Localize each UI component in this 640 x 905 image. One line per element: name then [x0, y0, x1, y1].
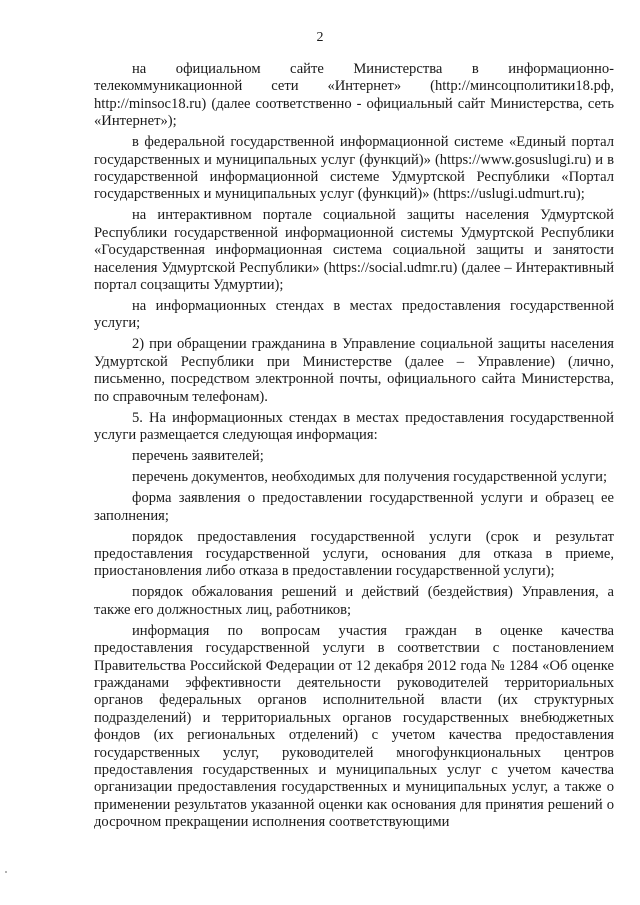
- paragraph-documents-list: перечень документов, необходимых для получения государственной услуги;: [132, 469, 608, 486]
- paragraph-section-5: 5. На информационных стендах в местах предоставления государственной услуги размещается следующая информация:: [94, 409, 614, 444]
- paragraph-application-form: форма заявления о предоставлении государственной услуги и образец ее заполнения;: [94, 490, 614, 524]
- document-body: [94, 61, 614, 835]
- paragraph-citizen-request: 2) при обращении гражданина в Управление социальной защиты населения Удмуртской Республики при Министерстве (далее – Управление) (лично, письменно, посредством электронной почты, официального сайта Министерства, по справочным телефонам).: [94, 336, 614, 405]
- paragraph-social-portal: на интерактивном портале социальной защиты населения Удмуртской Республики государственной информационной системы Удмуртской Республики «Государственная информационная система социальной защиты и занятости населения Удмуртской Республики» (https://social.udmr.ru) (далее – Интерактивный портал соцзащиты Удмуртии);: [94, 207, 614, 294]
- paragraph-applicants-list: перечень заявителей;: [132, 448, 264, 465]
- paragraph-service-procedure: порядок предоставления государственной услуги (срок и результат предоставления государственной услуги, основания для отказа в приеме, приостановления либо отказа в предоставлении государственной услуги);: [94, 528, 614, 580]
- scan-speck: [5, 871, 7, 873]
- paragraph-info-stands: на информационных стендах в местах предоставления государственной услуги;: [94, 298, 614, 332]
- paragraph-gosuslugi-portal: в федеральной государственной информационной системе «Единый портал государственных и муниципальных услуг (функций)» (https://www.gosuslugi.ru) и в государственной информационной системе Удмуртской Республики «Портал государственных и муниципальных услуг (функций)» (https://uslugi.udmurt.ru);: [94, 134, 614, 203]
- page-number: 2: [316, 30, 324, 45]
- paragraph-official-site: на официальном сайте Министерства в информационно-телекоммуникационной сети «Интернет» (http://минсоцполитики18.рф, http://minsoc18.ru) (далее соответственно - официальный сайт Министерства, сеть «Интернет»);: [94, 61, 614, 130]
- paragraph-quality-assessment: информация по вопросам участия граждан в оценке качества предоставления государственной услуги в соответствии с постановлением Правительства Российской Федерации от 12 декабря 2012 года № 1284 «Об оценке гражданами эффективности деятельности руководителей территориальных органов федеральных органов исполнительной власти (их структурных подразделений) и территориальных органов государственных внебюджетных фондов (их региональных отделений) с учетом качества предоставления государственных услуг, руководителей многофункциональных центров предоставления государственных и муниципальных услуг с учетом качества организации предоставления государственных и муниципальных услуг, а также о применении результатов указанной оценки как основания для принятия решений о досрочном прекращении исполнения соответствующими: [94, 622, 614, 831]
- paragraph-appeal-procedure: порядок обжалования решений и действий (бездействия) Управления, а также его должностных лиц, работников;: [94, 584, 614, 618]
